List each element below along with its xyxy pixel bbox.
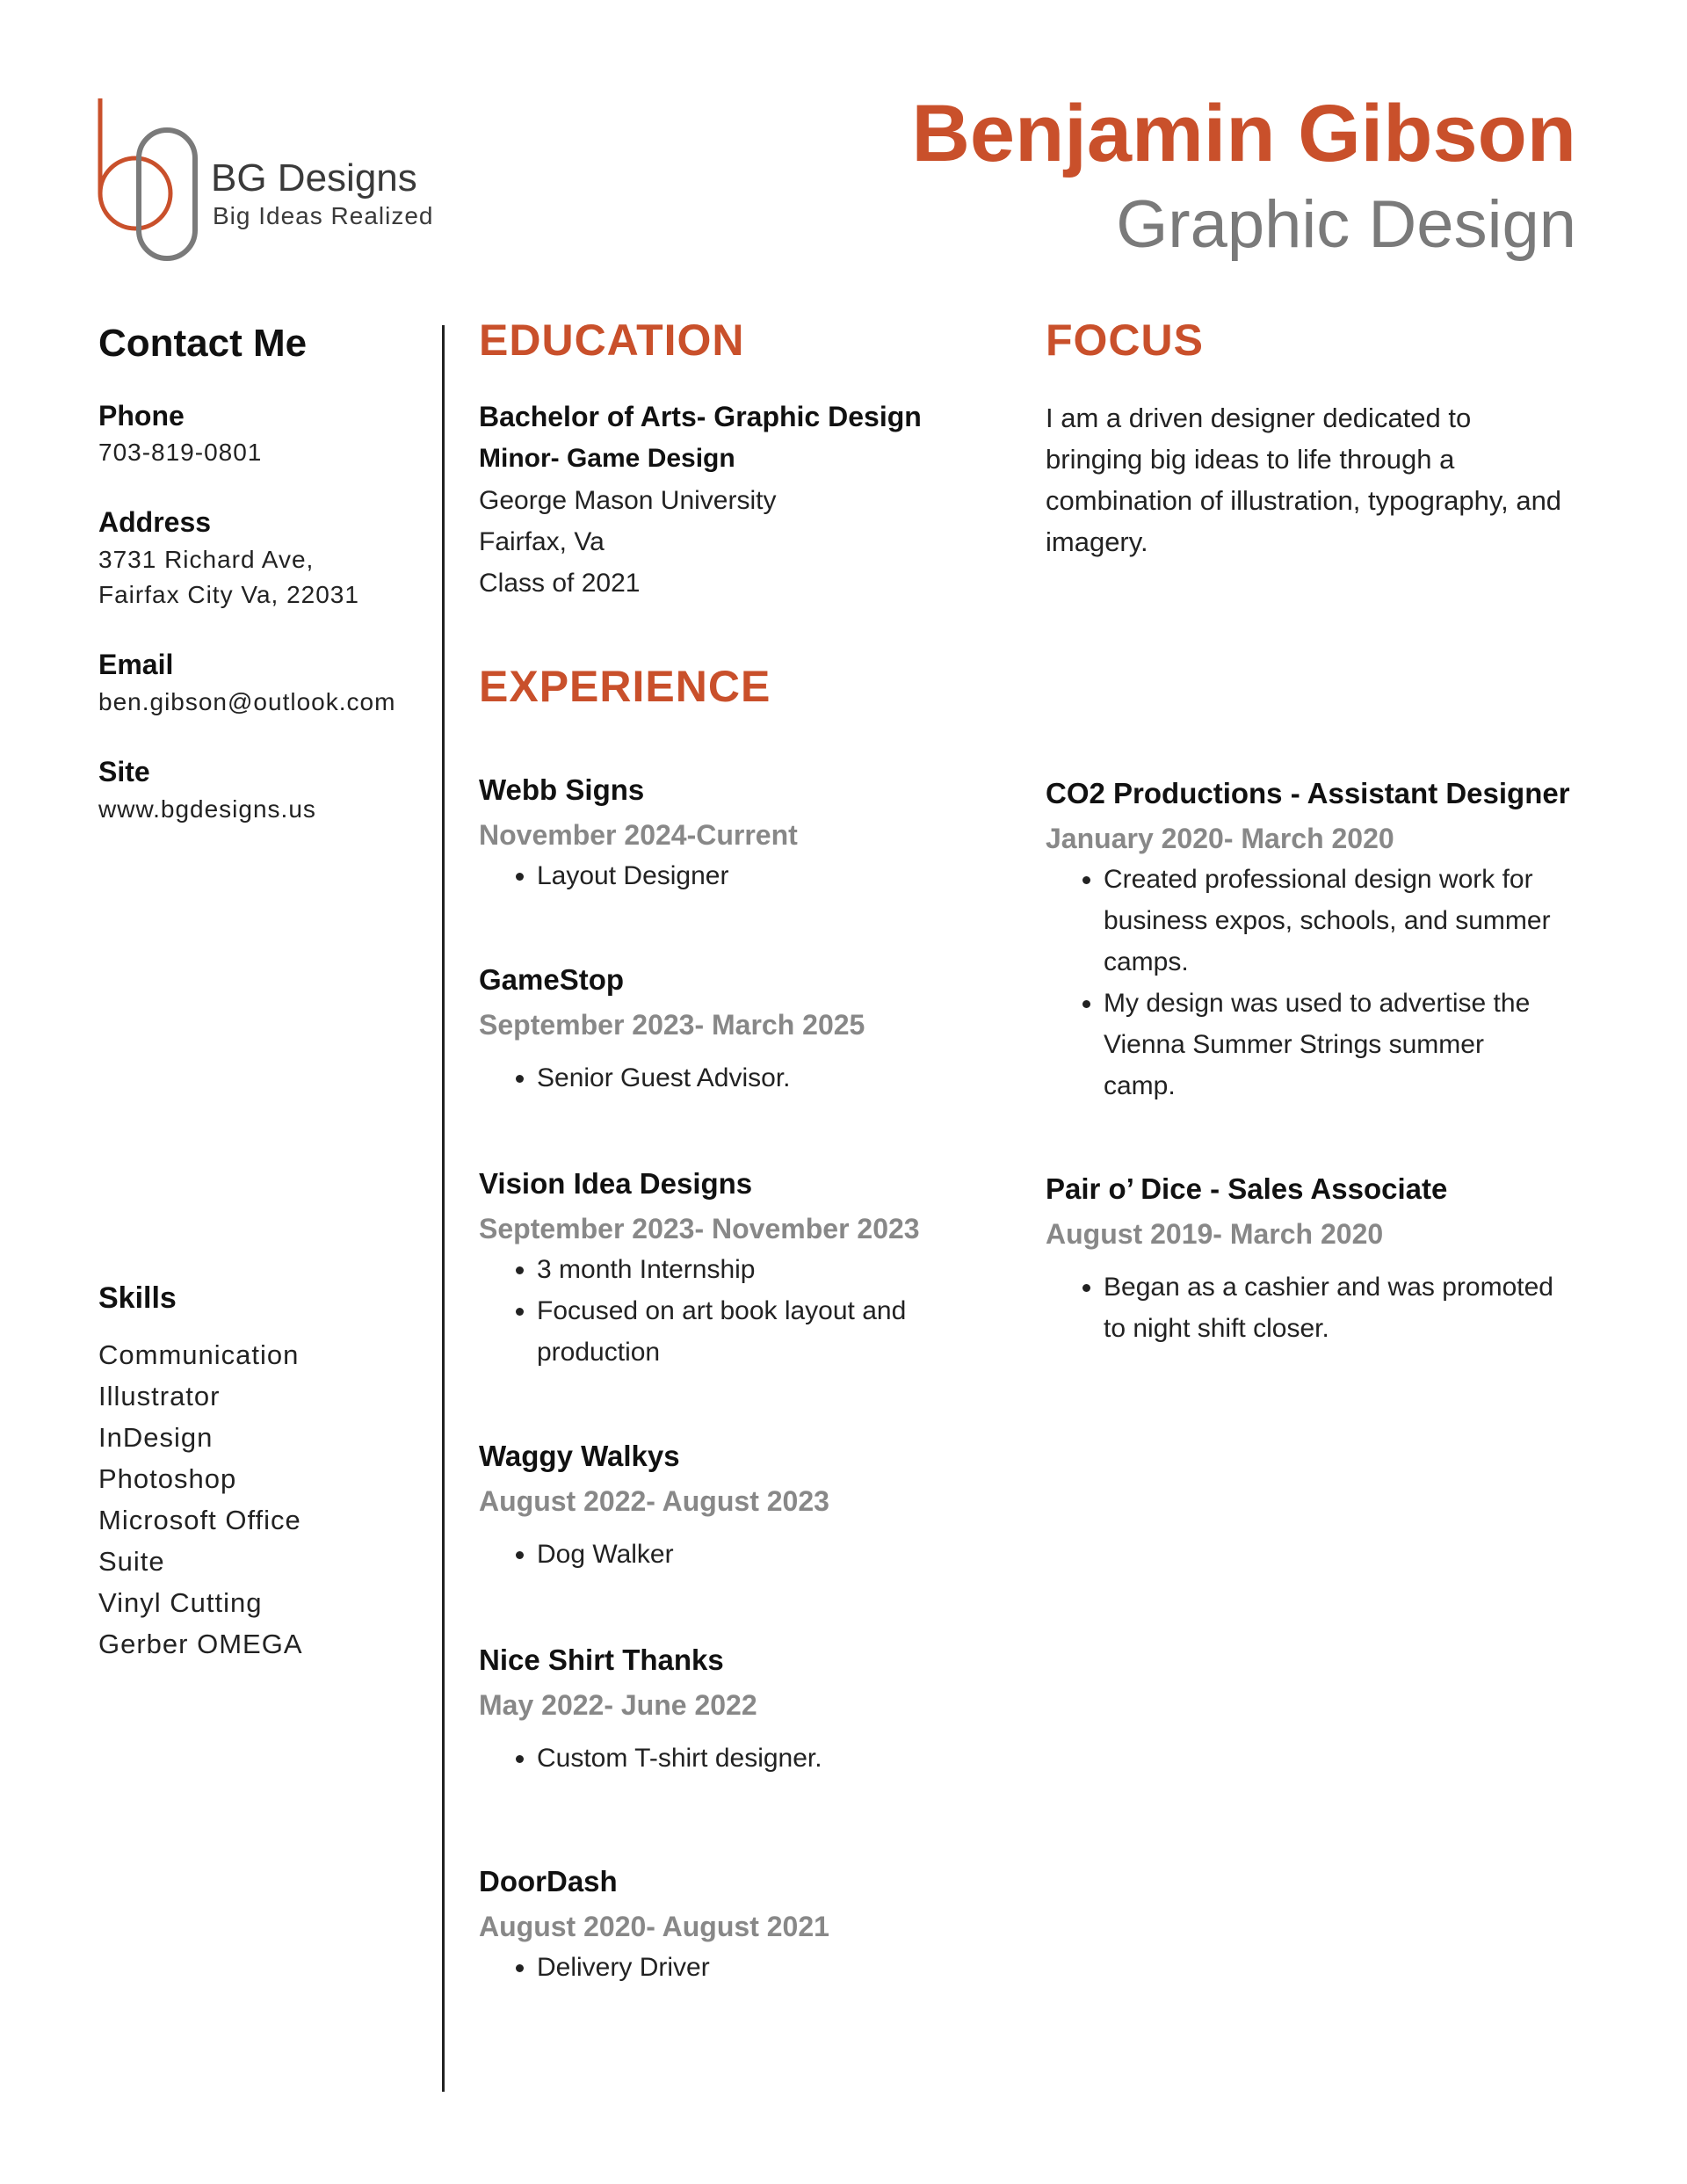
job-bullet: • Created professional design work for business expos, schools, and summer camps. (1104, 859, 1560, 983)
job-bullet: • Custom T-shirt designer. (537, 1738, 971, 1779)
site-label: Site (98, 756, 150, 787)
job-dates: September 2023- March 2025 (479, 1009, 865, 1041)
job-bullet: • My design was used to advertise the Vienna Summer Strings summer camp. (1104, 983, 1560, 1107)
brand-logo (97, 97, 466, 264)
job-bullets (479, 1249, 971, 1373)
job-bullets (479, 855, 971, 896)
job-bullet: • Delivery Driver (537, 1947, 971, 1988)
job-entry (479, 1643, 971, 1779)
job-bullet: • 3 month Internship (537, 1249, 971, 1290)
job-entry (479, 1440, 971, 1575)
job-bullets (1046, 859, 1560, 1107)
skill-item: Photoshop (98, 1463, 237, 1494)
education-heading: EDUCATION (479, 316, 745, 365)
edu-minor: Minor- Game Design (479, 444, 735, 473)
job-bullet: • Senior Guest Advisor. (537, 1057, 971, 1099)
job-company: Nice Shirt Thanks (479, 1643, 724, 1676)
job-bullet: • Began as a cashier and was promoted to night shift closer. (1104, 1266, 1560, 1349)
job-company: Webb Signs (479, 773, 645, 806)
job-bullet: • Dog Walker (537, 1534, 971, 1575)
job-dates: January 2020- March 2020 (1046, 823, 1394, 854)
job-bullet: • Focused on art book layout and production (537, 1290, 971, 1373)
job-bullets (479, 1947, 971, 1988)
job-entry (479, 963, 971, 1099)
logo-tagline: Big Ideas Realized (213, 202, 434, 229)
email-value[interactable]: ben.gibson@outlook.com (98, 688, 396, 715)
focus-text: I am a driven designer dedicated to bringing big ideas to life through a combination of illustration, typography, and imagery. (1046, 403, 1562, 557)
skills-list (98, 1334, 303, 1665)
job-bullets (479, 1738, 971, 1779)
logo-name: BG Designs (211, 156, 417, 200)
job-company: GameStop (479, 963, 625, 996)
job-dates: May 2022- June 2022 (479, 1689, 757, 1721)
job-company: CO2 Productions - Assistant Designer (1046, 777, 1570, 809)
phone-label: Phone (98, 400, 185, 432)
edu-degree: Bachelor of Arts- Graphic Design (479, 401, 922, 432)
job-company: Vision Idea Designs (479, 1167, 753, 1200)
person-name: Benjamin Gibson (911, 89, 1576, 178)
job-dates: November 2024-Current (479, 819, 798, 851)
address-line1: 3731 Richard Ave, (98, 546, 315, 573)
column-divider (442, 325, 445, 2092)
job-entry (479, 1167, 971, 1373)
bg-monogram-icon (97, 97, 211, 264)
skill-item: Vinyl Cutting (98, 1587, 263, 1618)
phone-value: 703-819-0801 (98, 439, 263, 466)
skill-item: Communication (98, 1339, 300, 1370)
person-title: Graphic Design (1116, 187, 1576, 262)
skill-item: Illustrator (98, 1381, 221, 1411)
job-dates: August 2019- March 2020 (1046, 1218, 1384, 1250)
job-company: DoorDash (479, 1865, 618, 1897)
job-entry (1046, 1172, 1590, 1349)
skill-item: Gerber OMEGA (98, 1629, 303, 1659)
job-entry (479, 1865, 971, 1988)
job-dates: September 2023- November 2023 (479, 1213, 920, 1244)
job-entry (479, 773, 971, 896)
address-label: Address (98, 506, 212, 538)
job-bullet: • Layout Designer (537, 855, 971, 896)
skills-heading: Skills (98, 1281, 177, 1315)
skill-item: Suite (98, 1546, 165, 1577)
education-block (479, 395, 922, 604)
skill-item: InDesign (98, 1422, 214, 1453)
focus-heading: FOCUS (1046, 316, 1204, 365)
skill-item: Microsoft Office (98, 1505, 301, 1535)
job-entry (1046, 777, 1590, 1107)
address-line2: Fairfax City Va, 22031 (98, 581, 359, 608)
job-bullets (1046, 1266, 1560, 1349)
job-company: Waggy Walkys (479, 1440, 680, 1472)
job-dates: August 2020- August 2021 (479, 1911, 829, 1942)
edu-location: Fairfax, Va (479, 527, 605, 556)
job-bullets (479, 1534, 971, 1575)
edu-school: George Mason University (479, 486, 777, 515)
contact-heading: Contact Me (98, 322, 308, 365)
email-label: Email (98, 649, 174, 680)
job-dates: August 2022- August 2023 (479, 1485, 829, 1517)
job-bullets (479, 1057, 971, 1099)
site-value[interactable]: www.bgdesigns.us (98, 795, 316, 823)
job-company: Pair o’ Dice - Sales Associate (1046, 1172, 1448, 1205)
experience-heading: EXPERIENCE (479, 662, 771, 711)
edu-class: Class of 2021 (479, 569, 641, 598)
